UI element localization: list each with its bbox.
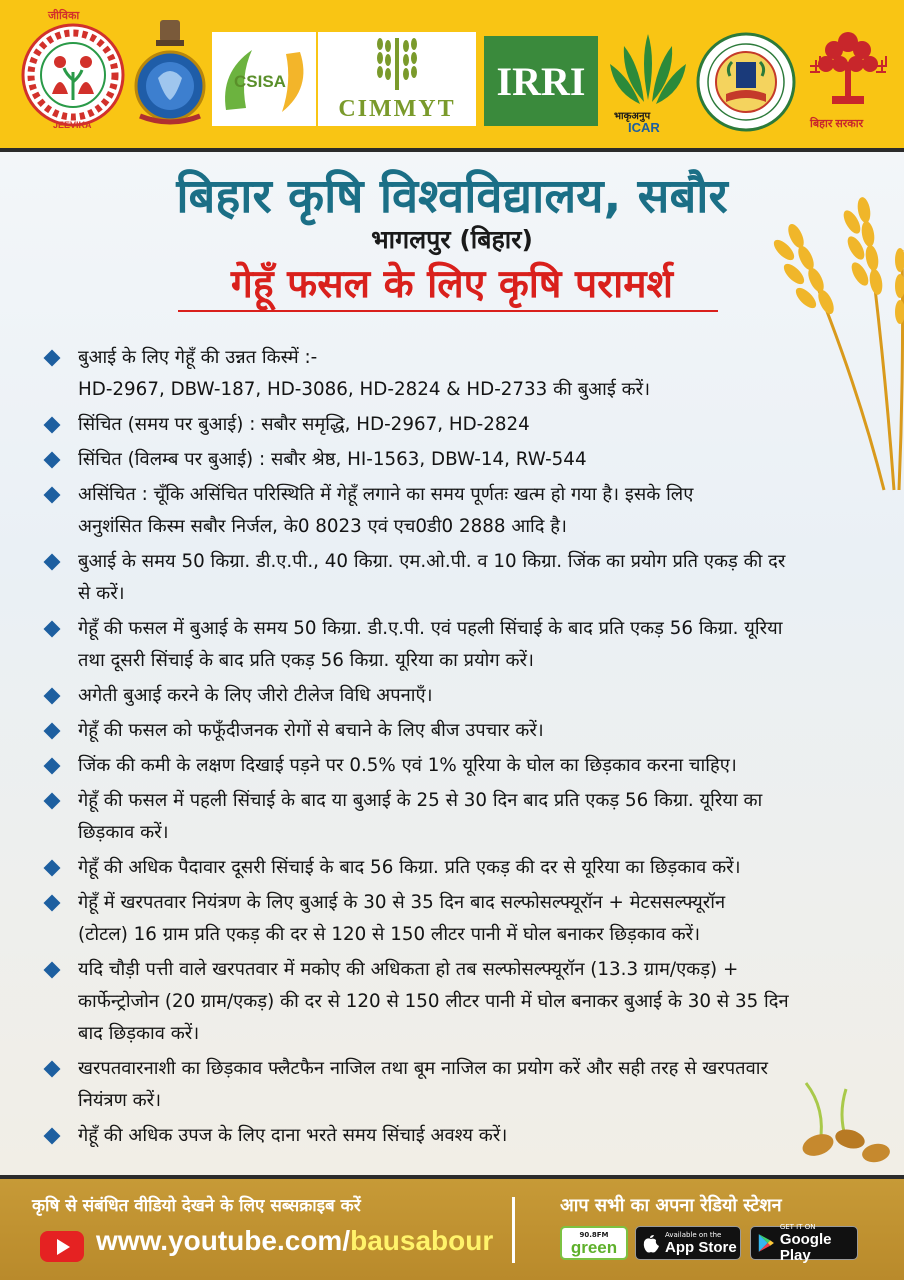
bullet-diamond-icon bbox=[44, 417, 61, 434]
advisory-line: बाद छिड़काव करें। bbox=[78, 1023, 200, 1044]
advisory-line: बुआई के समय 50 किग्रा. डी.ए.पी., 40 किग्रा. एम.ओ.पी. व 10 किग्रा. जिंक का प्रयोग प्रति एकड़ की दर bbox=[78, 551, 786, 572]
jeevika-top-text: जीविका bbox=[48, 10, 80, 22]
university-location: भागलपुर (बिहार) bbox=[371, 225, 533, 254]
bihar-sarkar-logo bbox=[806, 22, 890, 134]
icar-hindi-text: भाकृअनुप bbox=[614, 111, 651, 122]
university-title: बिहार कृषि विश्वविद्यालय, सबौर bbox=[176, 169, 728, 224]
bihar-emblem-logo bbox=[130, 18, 210, 128]
bullet-diamond-icon bbox=[44, 723, 61, 740]
green-fm-badge[interactable] bbox=[560, 1226, 628, 1260]
green-fm-frequency: 90.8FM bbox=[579, 1230, 609, 1239]
youtube-link[interactable] bbox=[96, 1225, 493, 1257]
advisory-item bbox=[42, 785, 872, 849]
advisory-line: (टोटल) 16 ग्राम प्रति एकड़ की दर से 120 से 150 लीटर पानी में घोल बनाकर छिड़काव करें। bbox=[78, 924, 701, 945]
irri-logo bbox=[484, 36, 598, 126]
bullet-diamond-icon bbox=[44, 793, 61, 810]
advisory-title: गेहूँ फसल के लिए कृषि परामर्श bbox=[230, 262, 674, 307]
advisory-item bbox=[42, 750, 872, 782]
advisory-line: गेहूँ की अधिक पैदावार दूसरी सिंचाई के बाद 56 किग्रा. प्रति एकड़ की दर से यूरिया का छिड़काव करें। bbox=[78, 857, 741, 878]
advisory-line: से करें। bbox=[78, 583, 125, 604]
cimmyt-logo bbox=[318, 32, 476, 126]
jeevika-logo bbox=[20, 10, 126, 130]
advisory-line: असिंचित : चूँकि असिंचित परिस्थिति में गेहूँ लगाने का समय पूर्णतः खत्म हो गया है। इसके लिए bbox=[78, 484, 694, 505]
advisory-line: गेहूँ में खरपतवार नियंत्रण के लिए बुआई के 30 से 35 दिन बाद सल्फोसल्फ्यूरॉन + मेटससल्फ्यूरॉन bbox=[78, 892, 726, 913]
irri-text: IRRI bbox=[496, 58, 586, 104]
advisory-line: गेहूँ की फसल में पहली सिंचाई के बाद या बुआई के 25 से 30 दिन बाद प्रति एकड़ 56 किग्रा. यूरिया का bbox=[78, 790, 763, 811]
bullet-diamond-icon bbox=[44, 554, 61, 571]
advisory-item bbox=[42, 680, 872, 712]
bau-seal-icon bbox=[696, 32, 796, 132]
advisory-line: तथा दूसरी सिंचाई के बाद प्रति एकड़ 56 किग्रा. यूरिया का प्रयोग करें। bbox=[78, 650, 534, 671]
app-store-small-text: Available on the bbox=[665, 1230, 722, 1239]
advisory-item bbox=[42, 342, 872, 406]
youtube-icon[interactable] bbox=[40, 1231, 84, 1262]
apple-icon bbox=[642, 1233, 660, 1253]
bodhi-tree-icon bbox=[806, 22, 890, 114]
app-store-badge[interactable] bbox=[635, 1226, 741, 1260]
advisory-line: जिंक की कमी के लक्षण दिखाई पड़ने पर 0.5% एवं 1% यूरिया के घोल का छिड़काव करना चाहिए। bbox=[78, 755, 737, 776]
advisory-item bbox=[42, 887, 872, 951]
advisory-item bbox=[42, 1120, 872, 1152]
advisory-line: अगेती बुआई करने के लिए जीरो टीलेज विधि अपनाएँ। bbox=[78, 685, 433, 706]
bullet-diamond-icon bbox=[44, 688, 61, 705]
bullet-diamond-icon bbox=[44, 962, 61, 979]
advisory-item bbox=[42, 444, 872, 476]
bau-sabour-logo bbox=[696, 32, 796, 132]
cimmyt-text: CIMMYT bbox=[338, 96, 456, 122]
advisory-item bbox=[42, 852, 872, 884]
advisory-line: यदि चौड़ी पत्ती वाले खरपतवार में मकोए की अधिकता हो तब सल्फोसल्फ्यूरॉन (13.3 ग्राम/एकड़) + bbox=[78, 959, 739, 980]
bullet-diamond-icon bbox=[44, 1128, 61, 1145]
google-play-small-text: GET IT ON bbox=[779, 1222, 816, 1231]
advisory-item bbox=[42, 1053, 872, 1117]
bihar-sarkar-text: बिहार सरकार bbox=[810, 118, 864, 130]
bullet-diamond-icon bbox=[44, 758, 61, 775]
advisory-line: कार्फेन्ट्रोजोन (20 ग्राम/एकड़) की दर से 120 से 150 लीटर पानी में घोल बनाकर बुआई के 30 से 35 दिन bbox=[78, 991, 789, 1012]
advisory-item bbox=[42, 715, 872, 747]
advisory-line: गेहूँ की फसल में बुआई के समय 50 किग्रा. डी.ए.पी. एवं पहली सिंचाई के बाद प्रति एकड़ 56 किग्रा. यूरिया bbox=[78, 618, 783, 639]
jeevika-bottom-text: JEEVIKA bbox=[53, 120, 92, 130]
youtube-url-prefix: www.youtube.com/ bbox=[96, 1225, 351, 1256]
advisory-line: HD-2967, DBW-187, HD-3086, HD-2824 & HD-2733 की बुआई करें। bbox=[78, 379, 651, 400]
advisory-item bbox=[42, 409, 872, 441]
wheat-seeds-icon bbox=[776, 1069, 896, 1165]
bullet-diamond-icon bbox=[44, 452, 61, 469]
advisory-line: सिंचित (विलम्ब पर बुआई) : सबौर श्रेष्ठ, HI-1563, DBW-14, RW-544 bbox=[78, 449, 587, 470]
footer-vertical-divider bbox=[512, 1197, 515, 1263]
advisory-list bbox=[42, 342, 872, 1155]
app-store-big-text: App Store bbox=[665, 1238, 737, 1256]
footer bbox=[0, 1179, 904, 1280]
advisory-item bbox=[42, 613, 872, 677]
bullet-diamond-icon bbox=[44, 895, 61, 912]
bullet-diamond-icon bbox=[44, 621, 61, 638]
bullet-diamond-icon bbox=[44, 1061, 61, 1078]
jeevika-emblem-icon bbox=[20, 22, 126, 128]
advisory-item bbox=[42, 954, 872, 1050]
google-play-big-text: Google Play bbox=[779, 1230, 832, 1264]
google-play-badge[interactable] bbox=[750, 1222, 858, 1264]
subscribe-text: कृषि से संबंधित वीडियो देखने के लिए सब्सक्राइब करें bbox=[32, 1196, 361, 1216]
icar-text: ICAR bbox=[628, 120, 660, 135]
advisory-line: बुआई के लिए गेहूँ की उन्नत किस्में :- bbox=[78, 347, 318, 368]
green-fm-label: green bbox=[570, 1237, 618, 1257]
advisory-line: अनुशंसित किस्म सबौर निर्जल, के0 8023 एवं एच0डी0 2888 आदि है। bbox=[78, 516, 567, 537]
advisory-item bbox=[42, 479, 872, 543]
title-underline bbox=[178, 310, 718, 312]
advisory-item bbox=[42, 546, 872, 610]
bullet-diamond-icon bbox=[44, 350, 61, 367]
bullet-diamond-icon bbox=[44, 487, 61, 504]
advisory-line: खरपतवारनाशी का छिड़काव फ्लैटफैन नाजिल तथा बूम नाजिल का प्रयोग करें और सही तरह से खरपतवार bbox=[78, 1058, 768, 1079]
youtube-url-handle: bausabour bbox=[350, 1225, 494, 1256]
advisory-line: गेहूँ की अधिक उपज के लिए दाना भरते समय सिंचाई अवश्य करें। bbox=[78, 1125, 508, 1146]
logo-band bbox=[0, 0, 904, 148]
google-play-icon bbox=[757, 1232, 775, 1254]
icar-logo bbox=[604, 30, 692, 136]
advisory-poster bbox=[0, 152, 904, 1175]
advisory-line: छिड़काव करें। bbox=[78, 822, 169, 843]
csisa-text: CSISA bbox=[234, 72, 286, 91]
advisory-line: सिंचित (समय पर बुआई) : सबौर समृद्धि, HD-2967, HD-2824 bbox=[78, 414, 530, 435]
radio-station-text: आप सभी का अपना रेडियो स्टेशन bbox=[560, 1195, 782, 1216]
lion-emblem-icon bbox=[130, 18, 210, 128]
advisory-line: नियंत्रण करें। bbox=[78, 1090, 162, 1111]
csisa-logo bbox=[212, 32, 316, 126]
icar-wheat-icon bbox=[604, 30, 692, 110]
bullet-diamond-icon bbox=[44, 860, 61, 877]
advisory-line: गेहूँ की फसल को फफूँदीजनक रोगों से बचाने के लिए बीज उपचार करें। bbox=[78, 720, 544, 741]
cimmyt-wheat-icon bbox=[318, 32, 476, 96]
